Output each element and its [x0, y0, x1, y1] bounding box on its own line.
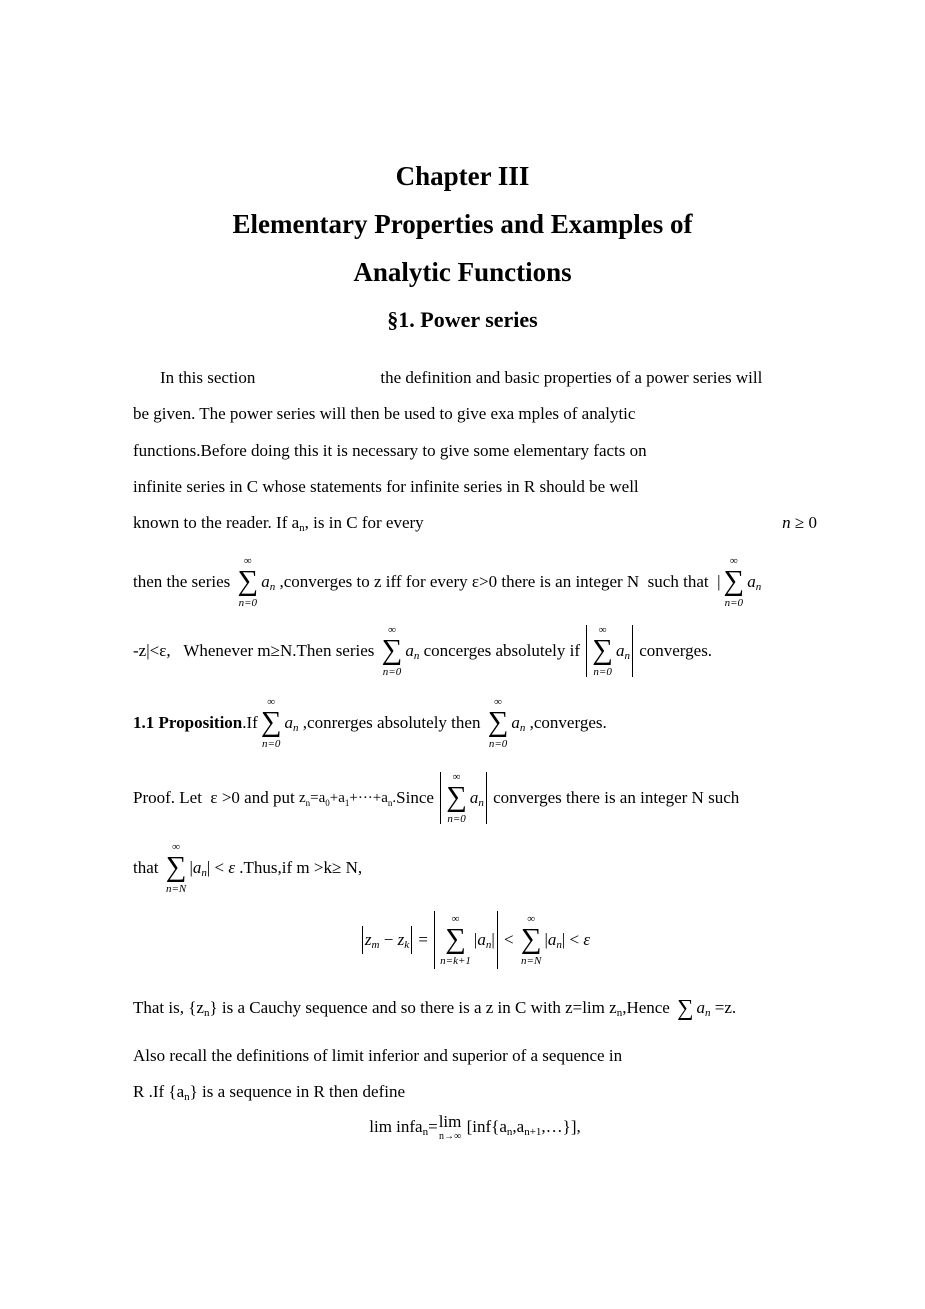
math-variable: a [405, 641, 414, 660]
subscript: n [305, 798, 311, 808]
text-run: ,conrerges absolutely then [298, 713, 485, 732]
subscript: n [184, 1091, 190, 1103]
text-run: =a [310, 789, 326, 806]
text-run: } is a sequence in R then define [189, 1082, 406, 1101]
title-heading-line1: Elementary Properties and Examples of [232, 209, 693, 239]
text-run: infinite series in C whose statements for infinite series in R should be well [133, 477, 639, 496]
vertical-bar [497, 911, 498, 969]
title-heading-line2: Analytic Functions [353, 257, 572, 287]
sum-upper-limit: ∞ [451, 912, 460, 925]
text-run: =z. [710, 998, 737, 1017]
math-variable: a [747, 572, 756, 591]
sum-lower-limit: n=0 [724, 596, 744, 609]
bold-text: 1.1 Proposition [133, 713, 243, 732]
subscript: n [387, 798, 393, 808]
text-run: lim infa [369, 1117, 423, 1136]
text-run: | < [561, 930, 584, 949]
subscript: n [705, 1007, 711, 1019]
spacer [255, 378, 380, 379]
vertical-bar [632, 625, 633, 677]
sum-lower-limit: n=0 [238, 596, 258, 609]
vertical-bar [440, 772, 441, 824]
text-run: Since [396, 788, 439, 807]
sum-upper-limit: ∞ [527, 912, 536, 925]
text-run: functions.Before doing this it is necessary to give some elementary facts on [133, 441, 647, 460]
sum-lower-limit: n=0 [593, 665, 612, 678]
text-run: | [491, 930, 495, 949]
subscript: n [506, 1126, 513, 1138]
sum-symbol [440, 914, 471, 967]
text-run: +···+a [349, 789, 388, 806]
text-run: [inf{a [462, 1117, 507, 1136]
sum-lower-limit: n=N [165, 882, 187, 895]
vertical-bar [434, 911, 435, 969]
sum-lower-limit: n=0 [261, 737, 281, 750]
proposition-line [133, 691, 817, 755]
proof-line [133, 765, 817, 831]
sigma-glyph: ∑ [446, 780, 467, 813]
subscript: n [556, 939, 562, 951]
text-run: ≥ 0 [790, 513, 817, 532]
sigma-glyph: ∑ [520, 922, 542, 955]
lim-text: lim [438, 1111, 462, 1131]
text-run: That is, {z [133, 998, 204, 1017]
sum-upper-limit: ∞ [494, 695, 502, 708]
sum-lower-limit: n=0 [488, 737, 508, 750]
sum-symbol [166, 842, 187, 895]
sum-symbol [592, 625, 613, 678]
text-run: concerges absolutely if [419, 641, 585, 660]
sigma-glyph: ∑ [723, 564, 745, 597]
math-variable: a [547, 930, 557, 949]
sum-symbol [382, 625, 403, 678]
math-variable: a [477, 930, 486, 949]
vertical-bar [411, 926, 412, 954]
subscript: n [422, 1126, 429, 1138]
display-equation [133, 900, 817, 980]
text-run: ,converges. [525, 713, 607, 732]
sum-symbol [261, 697, 282, 750]
paragraph-line [133, 402, 817, 426]
text-run: | < [206, 858, 229, 877]
math-variable: a [511, 713, 520, 732]
math-variable: z [364, 930, 372, 949]
sigma-glyph: ∑ [487, 705, 509, 738]
math-variable: ε [583, 930, 591, 949]
sum-symbol [238, 556, 259, 609]
text-run: known to the reader. If a [133, 513, 300, 532]
vertical-bar [486, 772, 487, 824]
text-run: | [473, 930, 478, 949]
text-run: ,…}], [541, 1117, 581, 1136]
subscript: n [293, 722, 299, 734]
subscript: k [404, 939, 410, 951]
text-run: be given. The power series will then be used to give exa mples of analytic [133, 404, 636, 423]
sigma-glyph: ∑ [260, 705, 282, 738]
text-run: < [499, 930, 518, 949]
text-run: In this section [160, 368, 256, 387]
math-paragraph-line [133, 550, 817, 614]
math-variable: a [261, 572, 270, 591]
sum-upper-limit: ∞ [729, 554, 738, 567]
math-variable: a [192, 858, 202, 877]
liminf-equation [133, 1110, 817, 1144]
paragraph-line [133, 366, 817, 390]
text-run: . [392, 789, 397, 806]
math-variable: a [469, 788, 479, 807]
sum-lower-limit: n=N [521, 954, 542, 967]
sum-lower-limit: n=0 [447, 812, 466, 825]
text-run: ,Hence [622, 998, 675, 1017]
text-run: the definition and basic properties of a power series will [380, 368, 763, 387]
paragraph-line [133, 990, 817, 1026]
sum-upper-limit: ∞ [172, 840, 181, 853]
lim-lower-limit: n→∞ [438, 1130, 462, 1142]
text-run: +a [329, 789, 345, 806]
text-run: .If [242, 713, 258, 732]
text-run: = [414, 930, 433, 949]
text-run: .Thus,if m >k≥ N, [235, 858, 363, 877]
text-run: converges. [634, 641, 713, 660]
subscript: n [485, 939, 492, 951]
text-run: − [379, 930, 398, 949]
text-run: Proof. Let ε >0 and put [133, 788, 299, 807]
text-run: then the series [133, 572, 235, 591]
math-variable: z [397, 930, 405, 949]
paragraph-line [133, 1044, 817, 1068]
sum-upper-limit: ∞ [243, 554, 252, 567]
subscript: n [616, 1007, 623, 1019]
math-variable: ε [228, 858, 236, 877]
text-run: z [298, 789, 306, 806]
subscript: n [201, 867, 207, 879]
sum-upper-limit: ∞ [598, 623, 607, 636]
spacer [133, 378, 160, 379]
sigma-glyph: ∑ [237, 564, 259, 597]
text-run: that [133, 858, 163, 877]
sigma-glyph: ∑ [592, 633, 613, 666]
subscript: n+1 [524, 1126, 542, 1138]
vertical-bar [362, 926, 363, 954]
text-run: } is a Cauchy sequence and so there is a z in C with z=lim z [209, 998, 617, 1017]
text-run: converges there is an integer N such [488, 788, 740, 807]
sigma-glyph: ∑ [677, 995, 694, 1020]
sum-upper-limit: ∞ [267, 695, 276, 708]
math-variable: a [696, 998, 706, 1017]
subscript: n [755, 581, 762, 593]
sigma-glyph: ∑ [381, 633, 403, 666]
sum-symbol [724, 556, 745, 609]
subscript: n [478, 797, 484, 809]
section-heading: §1. Power series [387, 307, 538, 332]
subscript: n [203, 1007, 210, 1019]
sigma-glyph: ∑ [165, 850, 187, 883]
paragraph-line [133, 1080, 817, 1104]
sum-symbol [488, 697, 509, 750]
math-paragraph-line [133, 619, 817, 683]
text-run: ,converges to z iff for every ε>0 there is an integer N such that | [275, 572, 721, 591]
sum-upper-limit: ∞ [452, 770, 461, 783]
subscript: 0 [325, 798, 330, 808]
sum-lower-limit: n=0 [382, 665, 402, 678]
sum-symbol [521, 914, 542, 967]
subscript: n [519, 722, 526, 734]
sum-lower-limit: n=k+1 [440, 954, 471, 967]
math-variable: a [615, 641, 625, 660]
subscript: 1 [344, 798, 350, 808]
subscript: n [624, 650, 630, 662]
sum-symbol [677, 997, 693, 1019]
text-run: | [544, 930, 548, 949]
text-run: | [189, 858, 193, 877]
vertical-bar [586, 625, 587, 677]
subscript: m [371, 939, 380, 951]
paragraph-line [133, 475, 817, 499]
subscript: n [269, 581, 276, 593]
math-paragraph-line [133, 838, 817, 898]
paragraph-line [133, 511, 817, 535]
text-run: ,a [512, 1117, 525, 1136]
text-run: R .If {a [133, 1082, 185, 1101]
math-variable: n [782, 513, 791, 532]
chapter-heading: Chapter III [395, 161, 530, 191]
subscript: n [299, 522, 305, 534]
sigma-glyph: ∑ [445, 922, 466, 955]
subscript: n [413, 650, 420, 662]
lim-symbol [439, 1113, 462, 1142]
sum-symbol [446, 772, 467, 825]
text-run: , is in C for every [304, 513, 424, 532]
text-run: = [428, 1117, 438, 1136]
math-variable: a [284, 713, 294, 732]
paragraph-line [133, 439, 817, 463]
text-run: -z|<ε, Whenever m≥N.Then series [133, 641, 379, 660]
sum-upper-limit: ∞ [388, 623, 396, 636]
text-run: Also recall the definitions of limit inferior and superior of a sequence in [133, 1046, 623, 1065]
